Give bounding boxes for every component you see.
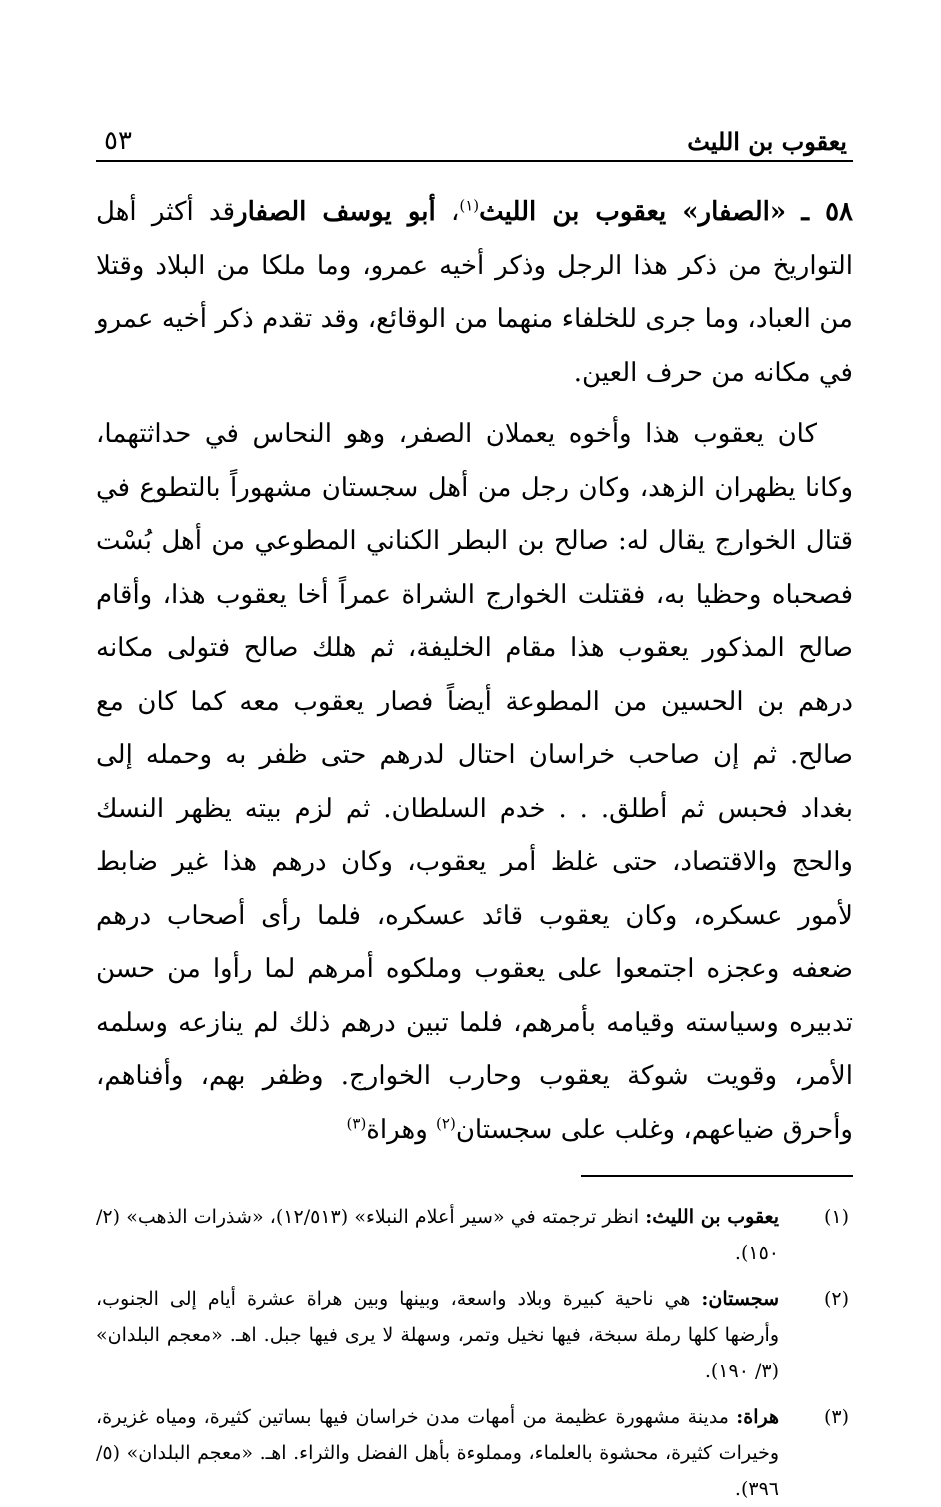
footnote-divider (581, 1175, 853, 1177)
footnote-body: هي ناحية كبيرة وبلاد واسعة، وبينها وبين هراة عشرة أيام إلى الجنوب، وأرضها كلها رملة سبخة، فيها نخيل وتمر، وسهلة لا يرى فيها جبل. اهـ. «معجم البلدان» (٣/ ١٩٠). (96, 1288, 779, 1382)
entry-heading: «الصفار» يعقوب بن الليث (479, 197, 787, 227)
entry-kunya: أبو يوسف الصفار (235, 197, 436, 227)
footnote-text (96, 1399, 779, 1507)
footnote-ref-1[interactable]: (١) (459, 196, 480, 215)
footnote-body: انظر ترجمته في «سير أعلام النبلاء» (١٢/٥١٣)، «شذرات الذهب» (٢/ ١٥٠). (96, 1206, 779, 1264)
footnote-ref-2[interactable]: (٢) (436, 1113, 456, 1132)
footnote-term: يعقوب بن الليث: (645, 1206, 780, 1228)
footnote-ref-3[interactable]: (٣) (346, 1113, 367, 1132)
footnote-number: (٢) (823, 1288, 849, 1310)
footnote-term: هراة: (736, 1406, 779, 1428)
footnote-number: (١) (823, 1206, 849, 1228)
footnote-text (96, 1281, 779, 1389)
footnotes-section (96, 1199, 853, 1507)
footnote-1 (96, 1199, 853, 1271)
entry-paragraph (96, 186, 853, 400)
footnote-body: مدينة مشهورة عظيمة من أمهات مدن خراسان فيها بساتين كثيرة، ومياه غزيرة، وخيرات كثيرة، محشوة بالعلماء، ومملوءة بأهل الفضل والثراء. اهـ. «معجم البلدان» (٥/ ٣٩٦). (96, 1406, 779, 1500)
page-header (96, 110, 853, 162)
biography-connector: وهراة (366, 1114, 437, 1145)
footnote-3 (96, 1399, 853, 1507)
biography-paragraph (96, 408, 853, 1157)
footnote-text (96, 1199, 779, 1271)
entry-number: ٥٨ ـ (801, 197, 854, 227)
main-text (96, 186, 853, 1157)
footnote-number: (٣) (823, 1406, 849, 1428)
entry-intro-text: قد أكثر أهل التواريخ من ذكر هذا الرجل وذكر أخيه عمرو، وما ملكا من البلاد وقتلا من العباد، وما جرى للخلفاء منهما من الوقائع، وقد تقدم ذكر أخيه عمرو في مكانه من حرف العين. (96, 197, 853, 388)
biography-text: كان يعقوب هذا وأخوه يعملان الصفر، وهو النحاس في حداثتهما، وكانا يظهران الزهد، وكان رجل من أهل سجستان مشهوراً بالتطوع في قتال الخوارج يقال له: صالح بن البطر الكناني المطوعي من أهل بُسْت فصحباه وحظيا به، فقتلت الخوارج الشراة عمراً أخا يعقوب هذا، وأقام صالح المذكور يعقوب هذا مقام الخليفة، ثم هلك صالح فتولى مكانه درهم بن الحسين من المطوعة أيضاً فصار يعقوب معه كما كان مع صالح. ثم إن صاحب خراسان احتال لدرهم حتى ظفر به وحمله إلى بغداد فحبس ثم أطلق. . . خدم السلطان. ثم لزم بيته يظهر النسك والحج والاقتصاد، حتى غلظ أمر يعقوب، وكان درهم هذا غير ضابط لأمور عسكره، وكان يعقوب قائد عسكره، فلما رأى أصحاب درهم ضعفه وعجزه اجتمعوا على يعقوب وملكوه أمرهم لما رأوا من حسن تدبيره وسياسته وقيامه بأمرهم، فلما تبين درهم ذلك لم ينازعه وسلمه الأمر، وقويت شوكة يعقوب وحارب الخوارج. وظفر بهم، وأفناهم، وأحرق ضياعهم، وغلب على سجستان (96, 419, 853, 1145)
running-title: يعقوب بن الليث (687, 127, 847, 156)
footnote-term: سجستان: (701, 1288, 779, 1310)
footnote-2 (96, 1281, 853, 1389)
heading-separator: ، (435, 197, 460, 227)
page-number: ٥٣ (104, 126, 132, 156)
